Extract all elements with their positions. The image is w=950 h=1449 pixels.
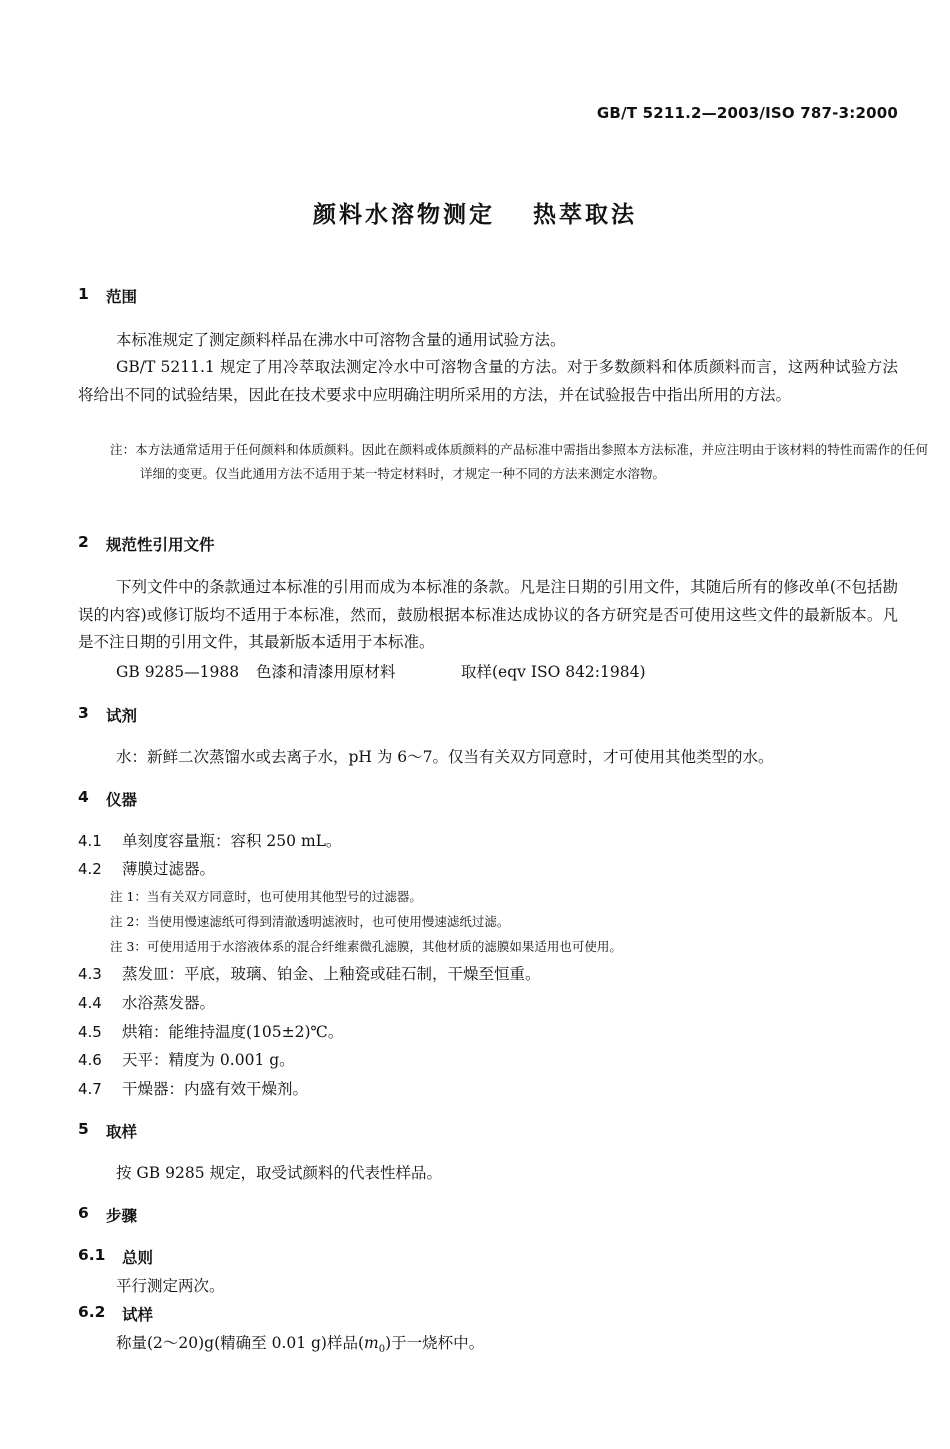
section-5-paragraph-1: 按 GB 9285 规定，取受试颜料的代表性样品。 [116, 1164, 443, 1182]
mass-symbol: m [364, 1334, 379, 1352]
item-text: 烘箱：能维持温度(105±2)℃。 [122, 1023, 344, 1041]
reference-detail: 取样(eqv ISO 842:1984) [461, 663, 646, 681]
apparatus-item [78, 829, 341, 851]
section-title: 试剂 [106, 707, 138, 725]
section-2-paragraph-1: 下列文件中的条款通过本标准的引用而成为本标准的条款。凡是注日期的引用文件，其随后所有的修改单(不包括勘误的内容)或修订版均不适用于本标准，然而，鼓励根据本标准达成协议的各方研究是否可使用这些文件的最新版本。凡是不注日期的引用文件，其最新版本适用于本标准。 [78, 578, 898, 651]
section-number: 5 [78, 1120, 89, 1138]
section-title: 步骤 [106, 1207, 138, 1225]
subsection-number: 6.2 [78, 1303, 106, 1321]
item-text: 天平：精度为 0.001 g。 [122, 1051, 295, 1069]
reference-code: GB 9285—1988 [116, 663, 240, 681]
apparatus-item [78, 962, 541, 984]
subsection-6-2-text [116, 1331, 484, 1355]
section-number: 2 [78, 533, 89, 551]
sample-text-a: 称量(2～20)g(精确至 0.01 g)样品( [116, 1334, 365, 1352]
reference-title: 色漆和清漆用原材料 [256, 663, 396, 681]
section-title: 仪器 [106, 791, 138, 809]
apparatus-item [78, 991, 215, 1013]
apparatus-note-3: 注 3：可使用适用于水溶液体系的混合纤维素微孔滤膜，其他材质的滤膜如果适用也可使用。 [110, 939, 622, 954]
item-number: 4.7 [78, 1080, 102, 1098]
section-number: 4 [78, 788, 89, 806]
standard-number: GB/T 5211.2—2003/ISO 787-3:2000 [596, 104, 898, 122]
title-part2: 热萃取法 [533, 202, 637, 228]
item-number: 4.2 [78, 860, 102, 878]
apparatus-item [78, 1020, 343, 1042]
subsection-title: 试样 [122, 1306, 154, 1324]
apparatus-item [78, 1048, 295, 1070]
item-text: 干燥器：内盛有效干燥剂。 [122, 1080, 309, 1098]
section-title: 范围 [106, 288, 138, 306]
subsection-number: 6.1 [78, 1246, 106, 1264]
section-number: 1 [78, 285, 89, 303]
title-part1: 颜料水溶物测定 [313, 202, 495, 228]
item-text: 水浴蒸发器。 [122, 994, 216, 1012]
item-text: 薄膜过滤器。 [122, 860, 216, 878]
item-text: 蒸发皿：平底，玻璃、铂金、上釉瓷或硅石制，干燥至恒重。 [122, 965, 541, 983]
document-title [0, 196, 950, 229]
apparatus-item [78, 857, 215, 879]
item-number: 4.5 [78, 1023, 102, 1041]
sample-text-b: )于一烧杯中。 [385, 1334, 485, 1352]
apparatus-note-2: 注 2：当使用慢速滤纸可得到清澈透明滤液时，也可使用慢速滤纸过滤。 [110, 914, 510, 929]
section-number: 3 [78, 704, 89, 722]
item-text: 单刻度容量瓶：容积 250 mL。 [122, 832, 342, 850]
section-1-paragraph-1: 本标准规定了测定颜料样品在沸水中可溶物含量的通用试验方法。 [116, 331, 566, 349]
apparatus-item [78, 1077, 308, 1099]
apparatus-note-1: 注 1：当有关双方同意时，也可使用其他型号的过滤器。 [110, 889, 422, 904]
normative-reference [116, 660, 646, 682]
section-title: 规范性引用文件 [106, 536, 215, 554]
item-number: 4.1 [78, 832, 102, 850]
section-3-paragraph-1: 水：新鲜二次蒸馏水或去离子水，pH 为 6～7。仅当有关双方同意时，才可使用其他类型的水。 [116, 748, 774, 766]
subsection-title: 总则 [122, 1249, 154, 1267]
section-1-note: 注：本方法通常适用于任何颜料和体质颜料。因此在颜料或体质颜料的产品标准中需指出参照本方法标准，并应注明由于该材料的特性而需作的任何详细的变更。仅当此通用方法不适用于某一特定材料时，才规定一种不同的方法来测定水溶物。 [110, 442, 928, 481]
section-number: 6 [78, 1204, 89, 1222]
subsection-6-1-text: 平行测定两次。 [116, 1277, 225, 1295]
mass-subscript: 0 [378, 1344, 386, 1356]
item-number: 4.3 [78, 965, 102, 983]
section-1-paragraph-2: GB/T 5211.1 规定了用冷萃取法测定冷水中可溶物含量的方法。对于多数颜料和体质颜料而言，这两种试验方法将给出不同的试验结果，因此在技术要求中应明确注明所采用的方法，并在试验报告中指出所用的方法。 [78, 358, 898, 404]
section-title: 取样 [106, 1123, 138, 1141]
item-number: 4.6 [78, 1051, 102, 1069]
item-number: 4.4 [78, 994, 102, 1012]
